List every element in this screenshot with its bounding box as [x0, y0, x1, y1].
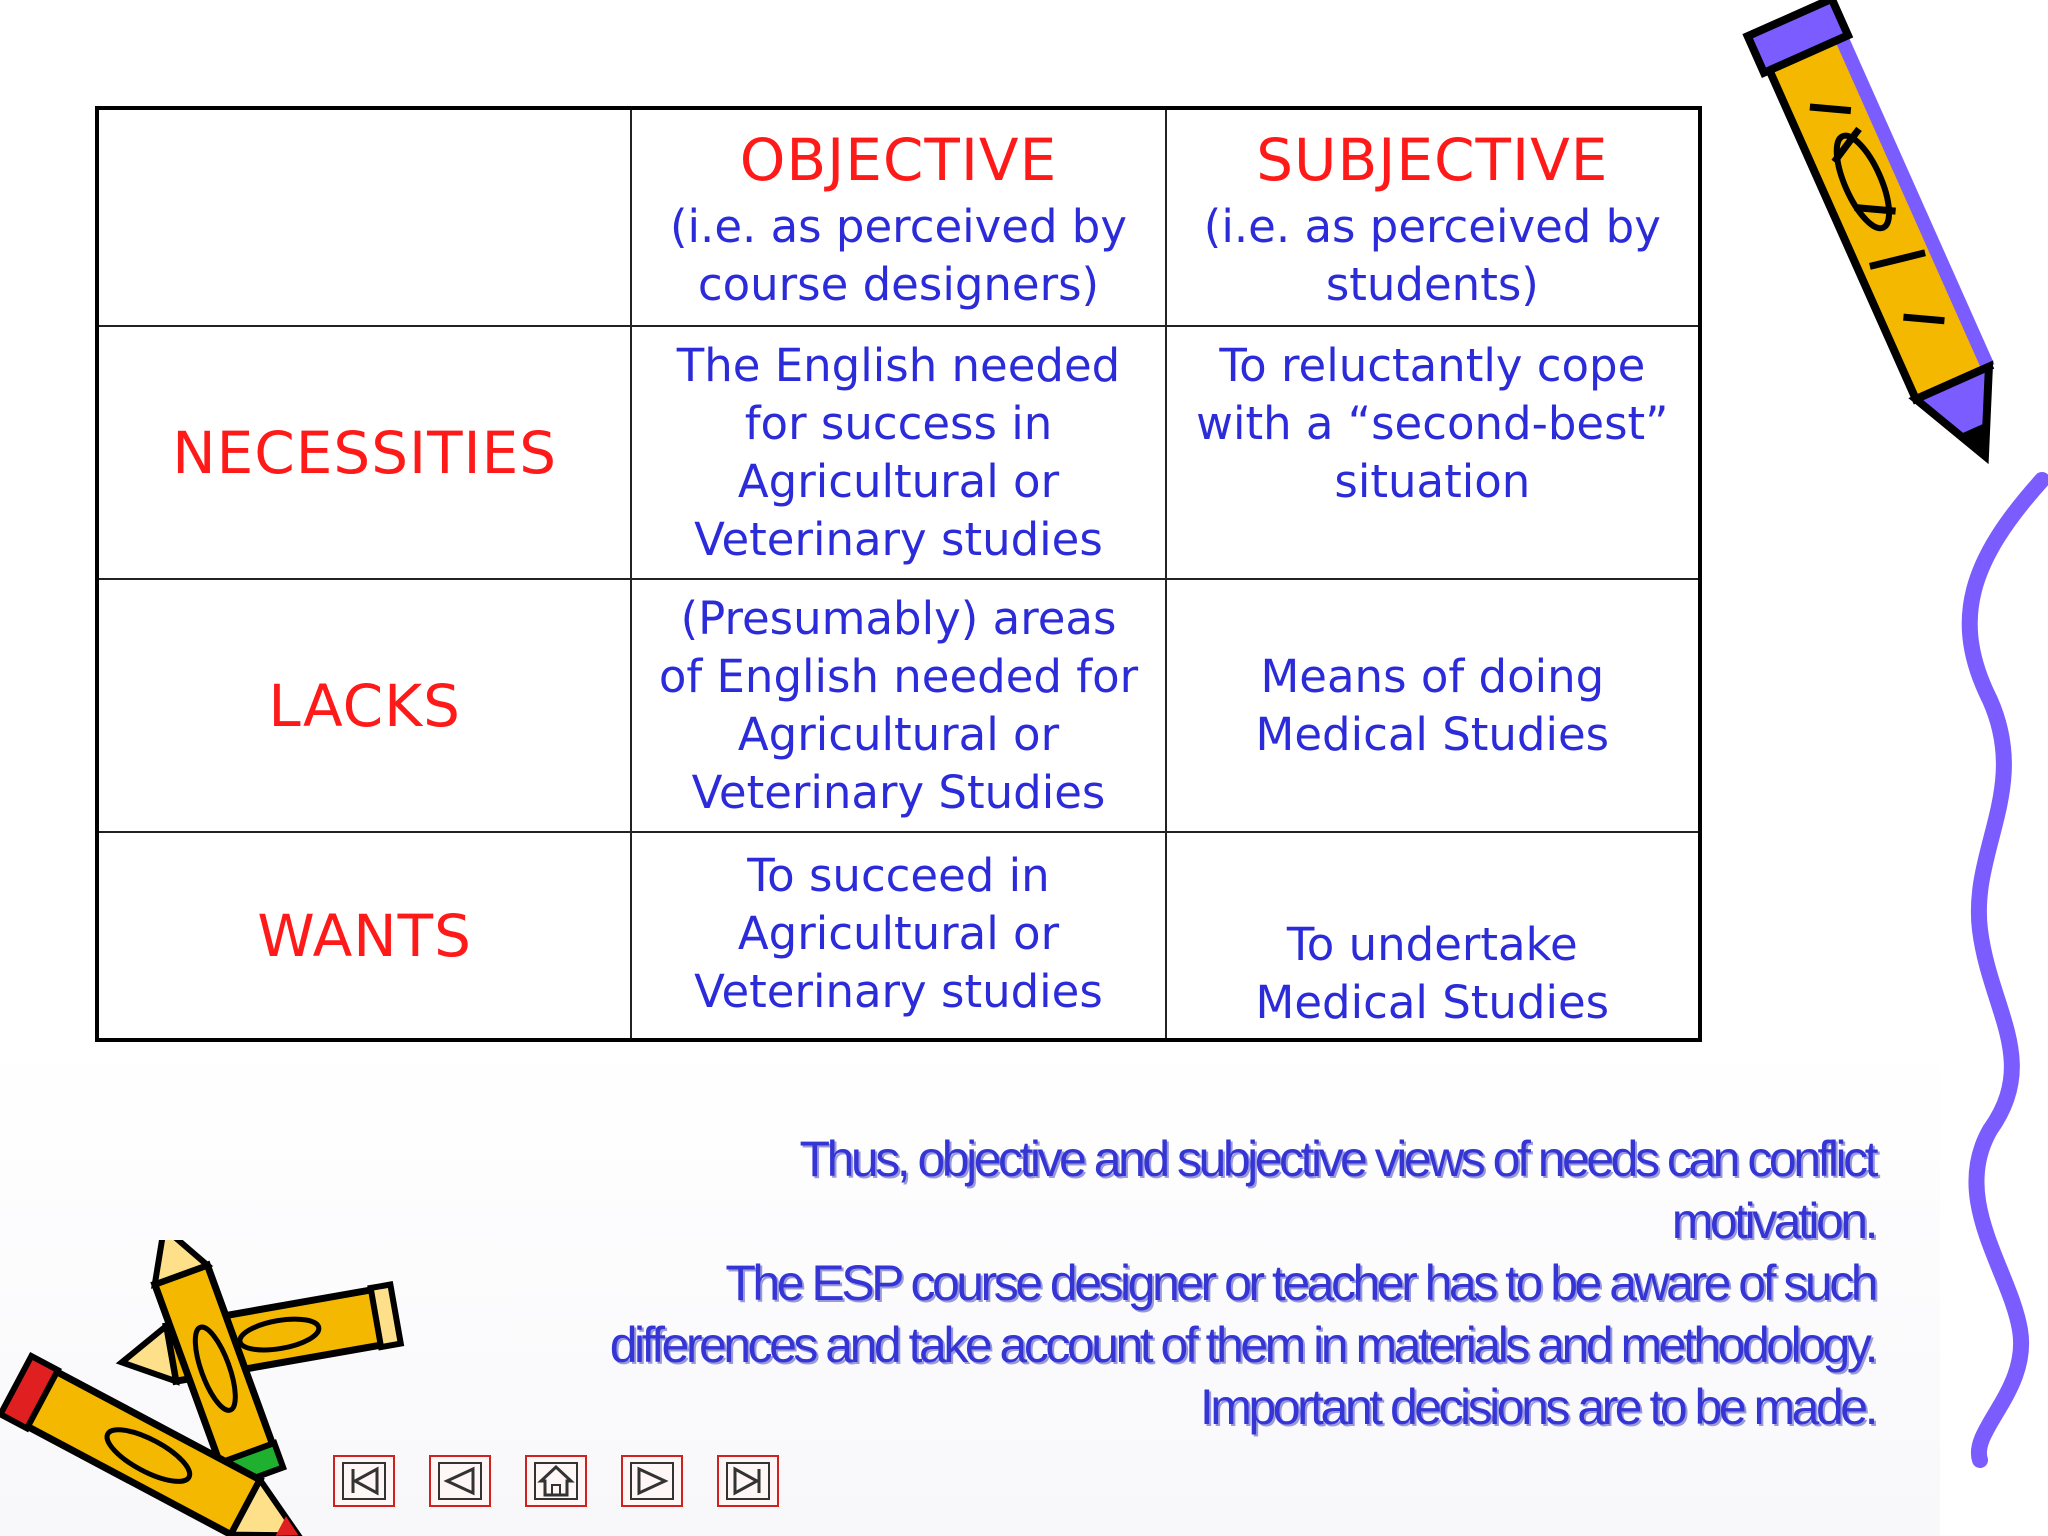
row-label-wants: WANTS — [97, 832, 631, 1040]
summary-text — [300, 1128, 1875, 1438]
first-slide-icon — [339, 1461, 389, 1501]
cell-line: situation — [1334, 455, 1531, 508]
necessities-subjective-cell — [1166, 326, 1700, 579]
needs-analysis-table — [95, 106, 1702, 1042]
previous-slide-icon — [435, 1461, 485, 1501]
subjective-header-cell — [1166, 108, 1700, 326]
cell-line: Means of doing — [1260, 649, 1605, 703]
objective-title: OBJECTIVE — [739, 125, 1058, 194]
subjective-subtitle-line1: (i.e. as perceived by — [1203, 199, 1661, 253]
cell-line: Veterinary studies — [694, 512, 1103, 566]
cell-line: Medical Studies — [1255, 707, 1610, 761]
cell-line: Veterinary Studies — [691, 765, 1106, 819]
subjective-title: SUBJECTIVE — [1256, 125, 1609, 194]
wants-subjective-cell — [1166, 832, 1700, 1040]
home-icon — [531, 1461, 581, 1501]
summary-line4: differences and take account of them in materials and methodology. — [609, 1317, 1875, 1373]
objective-subtitle-line1: (i.e. as perceived by — [669, 199, 1128, 253]
cell-line: Veterinary studies — [694, 965, 1103, 1018]
table-row — [97, 579, 1700, 832]
lacks-objective-cell — [631, 579, 1165, 832]
necessities-objective-cell — [631, 326, 1165, 579]
table-header-row — [97, 108, 1700, 326]
objective-subtitle-line2: course designers) — [697, 257, 1100, 311]
wants-objective-cell — [631, 832, 1165, 1040]
last-slide-button[interactable] — [717, 1455, 779, 1507]
cell-line: Agricultural or — [737, 707, 1060, 761]
table-row — [97, 326, 1700, 579]
home-button[interactable] — [525, 1455, 587, 1507]
row-label-lacks: LACKS — [97, 579, 631, 832]
cell-line: for success in — [744, 396, 1053, 450]
cell-line: (Presumably) areas — [680, 591, 1117, 645]
cell-line: of English needed for — [658, 649, 1139, 703]
cell-line: Medical Studies — [1255, 976, 1610, 1029]
cell-line: Agricultural or — [737, 454, 1060, 508]
next-slide-icon — [627, 1461, 677, 1501]
empty-corner-cell — [97, 108, 631, 326]
cell-line: To reluctantly cope — [1219, 339, 1646, 392]
next-slide-button[interactable] — [621, 1455, 683, 1507]
first-slide-button[interactable] — [333, 1455, 395, 1507]
cell-line: To undertake — [1286, 918, 1578, 971]
purple-squiggle-decoration — [1950, 470, 2048, 1470]
lacks-subjective-cell — [1166, 579, 1700, 832]
cell-line: To succeed in — [747, 849, 1050, 902]
table-row — [97, 832, 1700, 1040]
cell-line: Agricultural or — [737, 907, 1060, 960]
pencil-clipart-top-right — [1730, 0, 2030, 490]
summary-line2: motivation. — [1671, 1193, 1875, 1249]
last-slide-icon — [723, 1461, 773, 1501]
row-label-necessities: NECESSITIES — [97, 326, 631, 579]
subjective-subtitle-line2: students) — [1325, 257, 1539, 311]
summary-line3: The ESP course designer or teacher has to be aware of such — [725, 1255, 1875, 1311]
summary-line1: Thus, objective and subjective views of needs can conflict — [799, 1131, 1875, 1187]
objective-header-cell — [631, 108, 1165, 326]
cell-line: with a “second-best” — [1196, 397, 1669, 450]
previous-slide-button[interactable] — [429, 1455, 491, 1507]
summary-line5: Important decisions are to be made. — [1199, 1379, 1875, 1435]
cell-line: The English needed — [676, 338, 1121, 392]
